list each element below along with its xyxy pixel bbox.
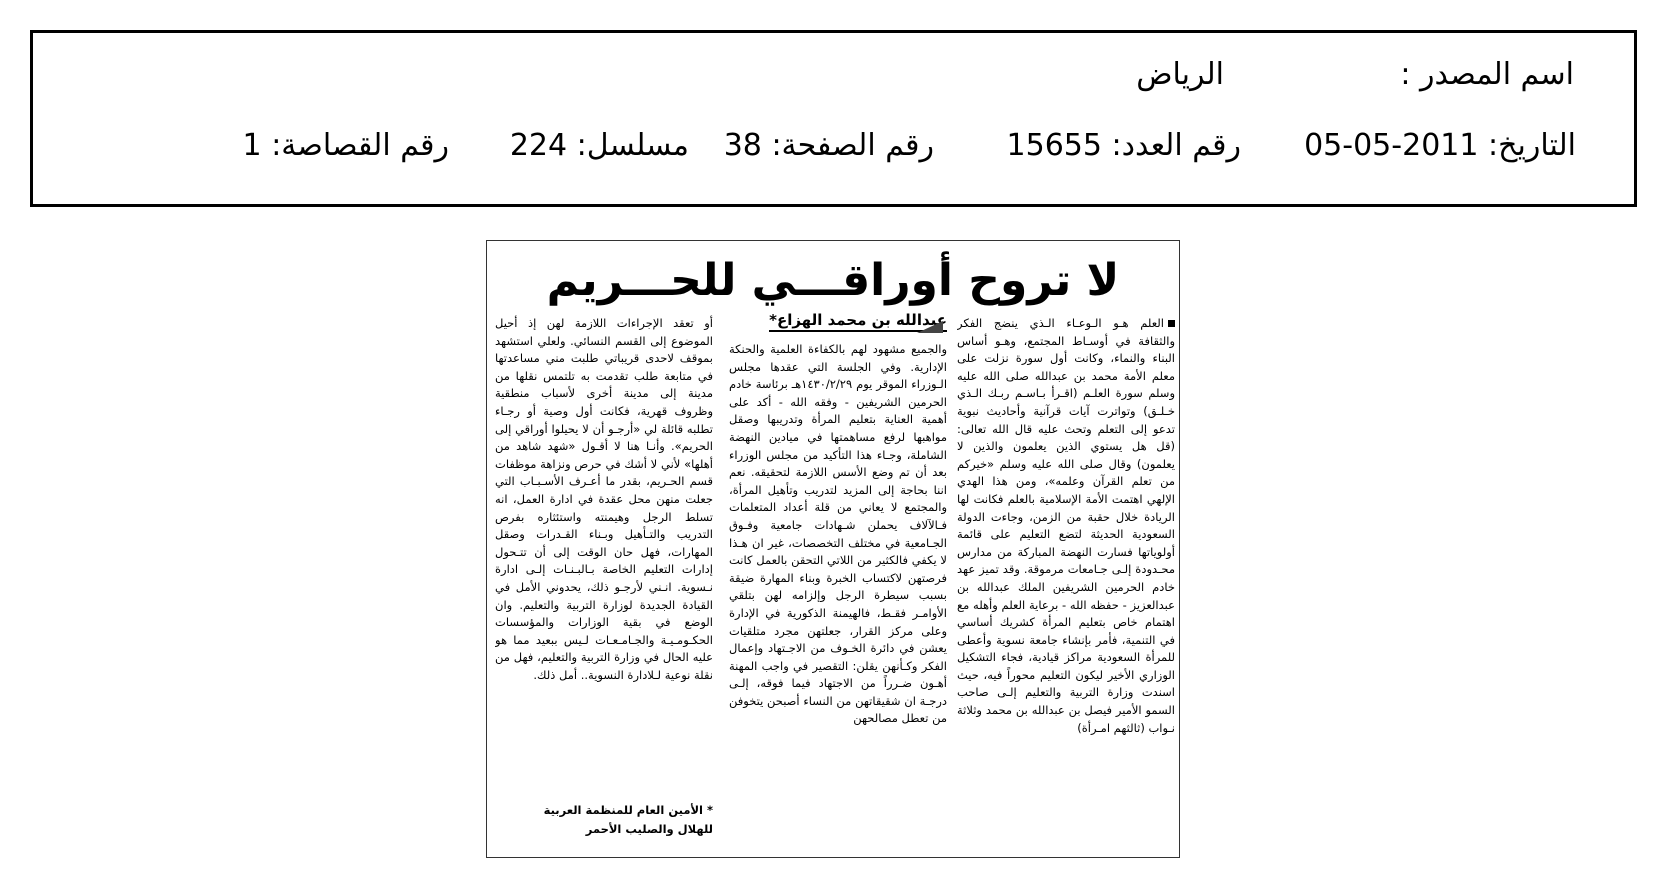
serial-label: مسلسل: [576,128,689,163]
page-label: رقم الصفحة: [771,128,934,163]
article-column-middle: والجميع مشهود لهم بالكفاءة العلمية والحنكة الإدارية. وفي الجلسة التي عقدها مجلس الـوزراء الموقر يوم ١٤٣٠/٢/٢٩هـ برئاسة خادم الحرمين الشريفين - وفقه الله - أكد على أهمية العناية بتعليم المرأة وتدريبها وصقل مواهبها لرفع مساهمتها في ميادين النهضة الشاملة، وجـاء هذا التأكيد من مجلس الوزراء بعد أن تم وضع الأسس اللازمة لتحقيقه. نعم اننا بحاجة إلى المزيد لتدريب وتأهيل المرأة، والمجتمع لا يعاني من قلة أعداد المتعلمات فـالآلاف يحملن شـهادات جامعية وفـوق الجـامعية في مختلف التخصصات، غير ان هـذا لا يكفي فالكثير من اللاتي التحقن بالعمل كانت فرصتهن لاكتساب الخبرة وبناء المهارة ضيقة بسبب سيطرة الرجل وإلزامه لهن بتلقي الأوامـر فقـط، فالهيمنة الذكورية في الإدارة وعلى مركز القرار، جعلتهن مجرد متلقيات يعشن في دائرة الخـوف من الاجـتهاد وإعمال الفكر وكـأنهن يقلن: التقصير في واجب المهنة أهـون ضـرراً من الاجتهاد فيما فوقه، إلـى درجـة ان شقيقاتهن من النساء أصبحن يتخوفن من تعطل مصالحهن [729,342,947,726]
byline-triangle-icon [917,321,943,333]
footnote-line-2: للهلال والصليب الأحمر [585,822,713,836]
author-byline [729,313,947,332]
date-value: 2011-05-05 [1304,128,1479,163]
source-label: اسم المصدر : [1400,57,1574,92]
serial-value: 224 [509,128,568,163]
issue-value: 15655 [1006,128,1102,163]
clip-label: رقم القصاصة: [271,128,449,163]
issue-label: رقم العدد: [1111,128,1241,163]
footnote-line-1: * الأمين العام للمنظمة العربية [543,803,713,817]
column-right-text: العلم هـو الـوعـاء الـذي ينضج الفكر والثقافة في أوسـاط المجتمع، وهـو أساس البناء والنماء، وكانت أول سورة نزلت على معلم الأمة محمد بن عبدالله صلى الله عليه وسلم سورة العلـم (اقـرأ بـاسـم ربـك الـذي خـلـق) وتواترت آيات قرآنية وأحاديث نبوية تدعو إلى التعلم وتحث عليه قال الله تعالى: (قل هل يستوي الذين يعلمون والذين لا يعلمون) وقال صلى الله عليه وسلم «خيركم من تعلم القرآن وعلمه»، ومن هذا الهدي الإلهي اهتمت الأمة الإسلامية بالعلم فكانت لها الريادة خلال حقبة من الزمن، وجاءت الدولة السعودية الحديثة لتضع التعليم على قائمة أولوياتها فسارت النهضة المباركة من مدارس محـدودة إلـى جـامعات مرموقة. وقد تميز عهد خادم الحرمين الشريفين الملك عبدالله بن عبدالعزيز - حفظه الله - برعاية العلم وأهله مع اهتمام خاص بتعليم المرأة كشريك أساسي في التنمية، فأمر بإنشاء جامعة نسوية وأعطى للمرأة السعودية مراكز قيادية، فجاء التشكيل الوزاري الأخير ليكون التعليم محوراً فيه، حيث اسندت وزارة التربية والتعليم إلـى صاحب السمو الأمير فيصل بن عبدالله بن محمد وثلاثة نـواب (ثالثهم امـرأة) [957,316,1175,735]
author-name: عبدالله بن محمد الهزاع* [769,313,947,332]
page-field [723,128,934,163]
article-column-right [957,315,1175,835]
source-value: الرياض [1136,57,1224,92]
serial-field [509,128,689,163]
article-headline: لا تروح أوراقـــي للحـــريم [546,255,1120,306]
date-label: التاريخ: [1488,128,1576,163]
author-footnote [495,801,713,839]
metadata-header [30,30,1637,207]
article-column-left: أو تعقد الإجراءات اللازمة لهن إذ أحيل الموضوع إلى القسم النسائي. ولعلي استشهد بموقف لاحدى قريباتي طلبت مني مساعدتها في متابعة طلب تقدمت به تلتمس نقلها من مدينة إلى مدينة أخرى لأسباب منطقية وظروف قهرية، فكانت أول وصية أو رجـاء تطلبه قائلة لي «أرجـو أن لا يحيلوا أوراقي إلى الحريم». وأنـا هنا لا أقـول «شهد شاهد من أهلها» لأني لا أشك في حرص ونزاهة موظفات قسم الحـريم، بقدر ما أعـرف الأسـبـاب التي جعلت منهن محل عقدة في ادارة العمل، انه تسلط الرجل وهيمنته واستئثاره بفرص التدريب والتـأهيل وبـناء القـدرات وصقل المهارات، فهل حان الوقت إلى أن تتـحول إدارات التعليم الخاصة بـالبـنـات إلـى ادارة نـسوية. انـني لأرجـو ذلك، يحدوني الأمل في القيادة الجديدة لوزارة التربية والتعليم. وان الوضع في بقية الوزارات والمؤسسات الحكـومـيـة والجـامـعـات لـيس ببعيد مما هو عليه الحال في وزارة التربية والتعليم، فهل من نقلة نوعية لـلادارة النسوية.. أمل ذلك. [495,316,713,682]
page-value: 38 [723,128,762,163]
date-field [1304,128,1576,163]
bullet-square-icon [1168,320,1175,327]
issue-field [1006,128,1241,163]
clip-value: 1 [242,128,262,163]
clip-field [242,128,449,163]
newspaper-clipping [486,240,1180,858]
